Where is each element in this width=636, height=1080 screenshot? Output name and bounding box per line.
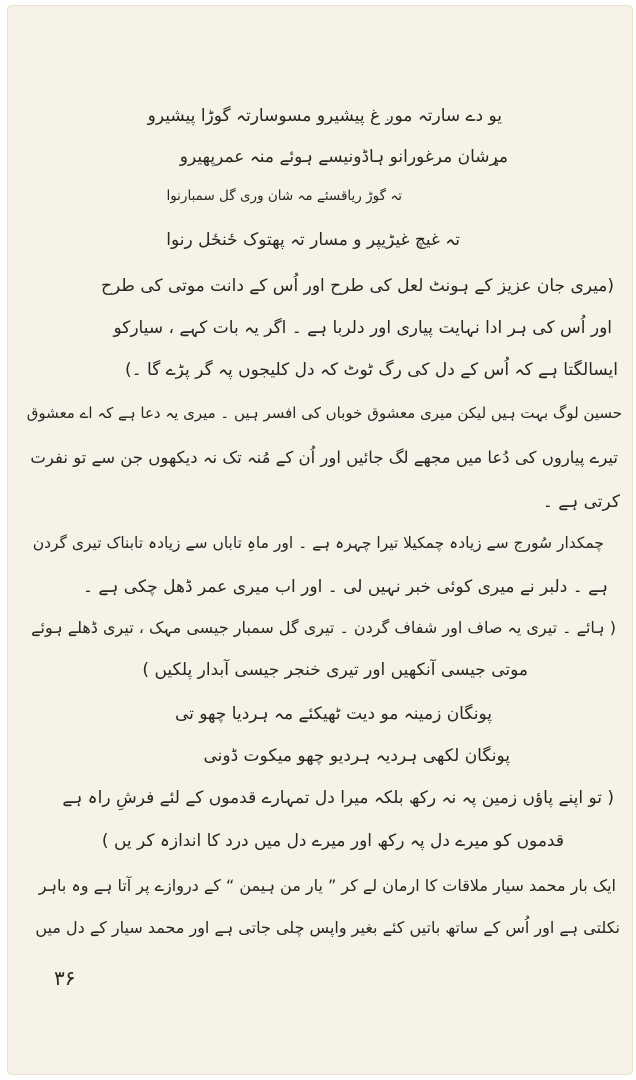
translation-line: اور اُس کی ہر ادا نہایت پیاری اور دلربا ہے ۔ اگر یہ بات کہے ، سیارکو: [113, 318, 612, 338]
paragraph-line: ایک بار محمد سیار ملاقات کا ارمان لے کر ” یار من ہیمن “ کے دروازے پر آتا ہے وہ باہر: [38, 876, 616, 895]
verse-line: مړشان مرغورانو ہاڈونیسے ہوئے منہ عمرپھیرو: [179, 147, 508, 167]
paragraph-line: نکلتی ہے اور اُس کے ساتھ باتیں کئے بغیر واپس چلی جاتی ہے اور محمد سیار کے دل میں: [35, 918, 620, 937]
paragraph-line: چمکدار سُورج سے زیادہ چمکیلا تیرا چہرہ ہے ۔ اور ماہِ تاباں سے زیادہ تابناک تیری گردن: [32, 534, 604, 552]
translation-line: (میری جان عزیز کے ہونٹ لعل کی طرح اور اُس کے دانت موتی کی طرح: [101, 276, 614, 296]
verse-line: پونگان لکھی ہردیہ ہردیو چھو میکوت ڈونی: [203, 746, 510, 766]
paragraph-line: کرتی ہے ۔: [542, 492, 620, 512]
paragraph-line: ہے ۔ دلبر نے میری کوئی خبر نہیں لی ۔ اور اب میری عمر ڈھل چکی ہے ۔: [83, 577, 608, 597]
translation-line: قدموں کو میرے دل پہ رکھ اور میرے دل میں درد کا اندازہ کر یں ): [101, 831, 564, 851]
verse-line: پونگان زمینہ مو دیت ٹھیکئے مہ ہردیا چھو تی: [174, 704, 492, 724]
translation-line: ( تو اپنے پاؤں زمین پہ نہ رکھ بلکہ میرا دل تمہارے قدموں کے لئے فرشِ راہ ہے: [62, 788, 614, 808]
page-number: ۳۶: [54, 966, 76, 990]
book-page: [8, 6, 632, 1074]
translation-line: موتی جیسی آنکھیں اور تیری خنجر جیسی آبدار پلکیں ): [142, 660, 528, 680]
translation-line: ( ہائے ۔ تیری یہ صاف اور شفاف گردن ۔ تیری گل سمبار جیسی مہک ، تیری ڈھلے ہوئے: [31, 618, 616, 637]
paragraph-line: تیرے پیاروں کی دُعا میں مجھے لگ جائیں اور اُن کے مُنہ تک نہ دیکھوں جن سے تو نفرت: [30, 448, 618, 467]
translation-line: ایسالگتا ہے کہ اُس کے دل کی رگ ٹوٹ کہ دل کلیجوں پہ گر پڑے گا ۔): [125, 360, 618, 380]
paragraph-line: حسین لوگ بہت ہیں لیکن میری معشوق خوباں کی افسر ہیں ۔ میری یہ دعا ہے کہ اے معشوق: [26, 404, 622, 422]
verse-line: تہ غیچ غیڑیپر و مسار تہ پھتوک ځنځل رنوا: [166, 230, 460, 250]
verse-line: یو دے سارتہ موږ غ پیشیرو مسوسارتہ گوڑا پیشیرو: [147, 106, 502, 126]
verse-line: تہ گوڑ ریاقسئے مہ شان وری گل سمبارنوا: [166, 188, 402, 204]
